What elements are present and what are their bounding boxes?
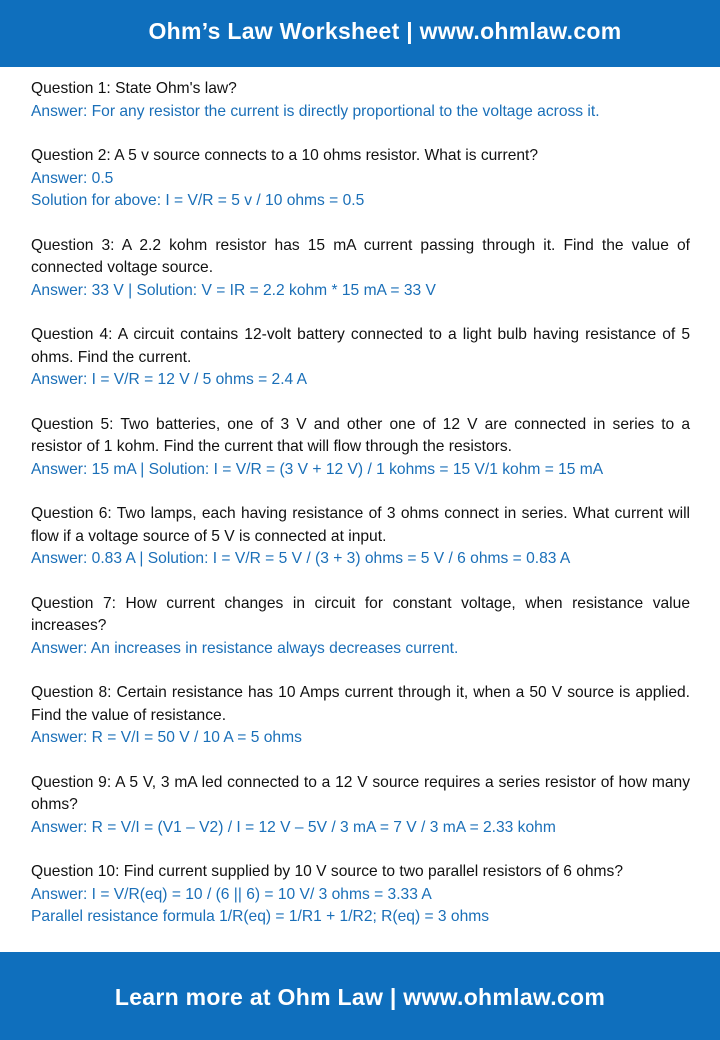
question-text: Question 3: A 2.2 kohm resistor has 15 mA current passing through it. Find the value of connected voltage source. xyxy=(31,236,690,276)
answer-text: Answer: I = V/R = 12 V / 5 ohms = 2.4 A xyxy=(31,371,308,388)
answer-text: Answer: I = V/R(eq) = 10 / (6 || 6) = 10 V/ 3 ohms = 3.33 A xyxy=(31,885,432,903)
question-text: Question 4: A circuit contains 12-volt battery connected to a light bulb having resistance of 5 ohms. Find the current. xyxy=(31,326,690,366)
answer-text: Answer: 15 mA | Solution: I = V/R = (3 V + 12 V) / 1 kohms = 15 V/1 kohm = 15 mA xyxy=(31,460,604,478)
question-block-9 xyxy=(31,772,690,840)
question-text: Question 5: Two batteries, one of 3 V and other one of 12 V are connected in series to a resistor of 1 kohm. Find the current that will flow through the resistors. xyxy=(31,415,690,455)
page-title: Ohm’s Law Worksheet | www.ohmlaw.com xyxy=(148,18,622,44)
answer-text: Answer: An increases in resistance always decreases current. xyxy=(31,639,459,657)
question-text: Question 9: A 5 V, 3 mA led connected to a 12 V source requires a series resistor of how many ohms? xyxy=(31,773,690,813)
question-block-3 xyxy=(31,235,690,303)
question-text: Question 2: A 5 v source connects to a 10 ohms resistor. What is current? xyxy=(31,147,539,164)
answer-text: Answer: 0.83 A | Solution: I = V/R = 5 V / (3 + 3) ohms = 5 V / 6 ohms = 0.83 A xyxy=(31,550,571,567)
question-block-2 xyxy=(31,145,690,213)
answer-text: Answer: R = V/I = 50 V / 10 A = 5 ohms xyxy=(31,729,302,746)
header-banner xyxy=(0,0,720,67)
footer-link-text[interactable]: Learn more at Ohm Law | www.ohmlaw.com xyxy=(114,984,606,1010)
question-text: Question 7: How current changes in circuit for constant voltage, when resistance value increases? xyxy=(31,594,690,634)
answer-text: Answer: 0.5 xyxy=(31,169,114,187)
answer-text: Answer: For any resistor the current is directly proportional to the voltage across it. xyxy=(31,102,600,120)
footer-banner xyxy=(0,952,720,1040)
question-block-7 xyxy=(31,593,690,661)
question-block-6 xyxy=(31,503,690,571)
question-block-4 xyxy=(31,324,690,392)
answer-text: Answer: R = V/I = (V1 – V2) / I = 12 V – 5V / 3 mA = 7 V / 3 mA = 2.33 kohm xyxy=(31,818,556,836)
question-block-1 xyxy=(31,78,690,123)
solution-text: Solution for above: I = V/R = 5 v / 10 ohms = 0.5 xyxy=(31,192,365,209)
question-text: Question 8: Certain resistance has 10 Amps current through it, when a 50 V source is applied. Find the value of resistance. xyxy=(31,684,690,724)
question-block-8 xyxy=(31,682,690,750)
question-text: Question 10: Find current supplied by 10 V source to two parallel resistors of 6 ohms? xyxy=(31,863,623,880)
answer-text: Answer: 33 V | Solution: V = IR = 2.2 kohm * 15 mA = 33 V xyxy=(31,281,436,299)
formula-text: Parallel resistance formula 1/R(eq) = 1/R1 + 1/R2; R(eq) = 3 ohms xyxy=(31,908,490,925)
question-block-10 xyxy=(31,861,690,929)
worksheet-body xyxy=(31,78,690,951)
question-block-5 xyxy=(31,414,690,482)
question-text: Question 1: State Ohm's law? xyxy=(31,80,237,97)
question-text: Question 6: Two lamps, each having resistance of 3 ohms connect in series. What current will flow if a voltage source of 5 V is connected at input. xyxy=(31,505,690,545)
